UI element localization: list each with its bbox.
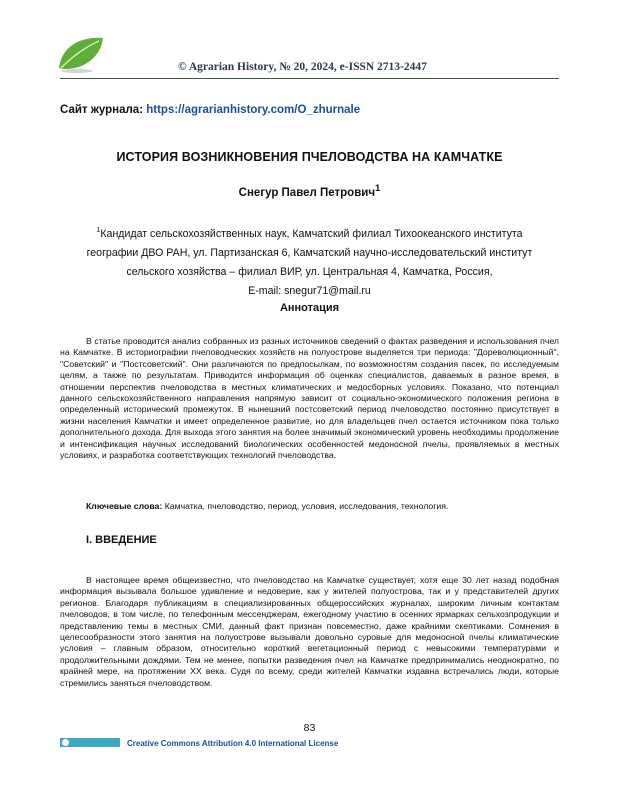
affiliation-line: сельского хозяйства – филиал ВИР, ул. Центральная 4, Камчатка, Россия, xyxy=(126,266,493,278)
author-email[interactable]: E-mail: snegur71@mail.ru xyxy=(248,285,371,297)
affiliation-superscript: 1 xyxy=(96,227,101,234)
author-name: Снегур Павел Петрович xyxy=(238,186,376,199)
abstract-text: В статье проводится анализ собранных из разных источников сведений о фактах разведения и использования пчел на Камчатке. В историографии пчеловодческих хозяйств на полуострове выделяется три периода: "Дореволюционный", "Советский" и "Постсоветский". Они различаются по предпосылкам, по возможностям создания пасек, по исследуемым целям, а также по результатам. Приводится информация об оценках специалистов, даваемых в разное время, в отношении перспектив пчеловодства в местных климатических и медосборных условиях. Показано, что потенциал данного сельскохозяйственного направления напрямую зависит от социально-экономического положения региона в определенный исторический промежуток. В нынешний постсоветский период пчеловодство постоянно присутствует в жизни населения Камчатки и имеет определенное развитие, но для владельцев пчел остается источником пока только дополнительного дохода. Для выхода этого занятия на более значимый экономический уровень необходимы продолжение и интенсификация научных исследований биологических особенностей медоносной пчелы, проявляемых в местных условиях, и разработка соответствующих технологий пчеловодства. xyxy=(60,336,559,461)
abstract-heading: Аннотация xyxy=(279,302,340,314)
page-number: 83 xyxy=(303,722,316,734)
article-title: ИСТОРИЯ ВОЗНИКНОВЕНИЯ ПЧЕЛОВОДСТВА НА КАМЧАТКЕ xyxy=(116,150,503,164)
author-superscript: 1 xyxy=(375,183,381,194)
cc-circle-icon xyxy=(62,739,69,746)
license-link[interactable]: Creative Commons Attribution 4.0 International License xyxy=(127,739,339,748)
keywords-line xyxy=(86,501,559,511)
affiliation-line: $^1$Кандидат сельскохозяйственных наук, Камчатский филиал Тихоокеанского института xyxy=(96,227,523,240)
keywords-list: Камчатка, пчеловодство, период, условия, исследования, технология. xyxy=(162,501,449,511)
affiliation xyxy=(60,221,559,301)
intro-paragraph: В настоящее время общеизвестно, что пчеловодство на Камчатке существует, хотя еще 30 лет назад подобная информация вызывала большое удивление и недоверие, как у жителей полуострова, так и у представителей других регионов. Благодаря публикациям в специализированных общероссийских журналах, широким личным контактам пчеловодов, в том числе, по телефонным мессенджерам, ежегодному участию в осенних ярмарках сельхозпродукции и представлению темы в местных СМИ, данный факт признан повсеместно, даже крайними скептиками. Сомнения в целесообразности этого занятия на полуострове вызывали довольно суровые для медоносной пчелы климатические условия – главным образом, относительно короткий вегетационный период с невысокими температурами и продолжительными дождями. Тем не менее, попытки разведения пчел на Камчатке предпринимались неоднократно, по крайней мере, на протяжении XX века. Судя по всему, среди жителей Камчатки издавна встречались люди, которые стремились заняться пчеловодством. xyxy=(60,575,559,688)
section-heading: I. ВВЕДЕНИЕ xyxy=(86,534,157,546)
site-label: Сайт журнала: xyxy=(60,104,144,116)
journal-site-line xyxy=(60,104,360,116)
cc-by-badge-icon[interactable] xyxy=(60,738,120,747)
author-line xyxy=(60,183,559,199)
site-url-link[interactable]: https://agrarianhistory.com/O_zhurnale xyxy=(146,104,361,116)
keywords-label: Ключевые слова: xyxy=(86,501,163,511)
affiliation-line: географии ДВО РАН, ул. Партизанская 6, Камчатский научно-исследовательский институт xyxy=(86,247,533,259)
header-divider xyxy=(60,78,559,79)
leaf-logo-icon xyxy=(55,34,107,74)
journal-header: © Agrarian History, № 20, 2024, e-ISSN 2713-2447 xyxy=(178,61,427,73)
